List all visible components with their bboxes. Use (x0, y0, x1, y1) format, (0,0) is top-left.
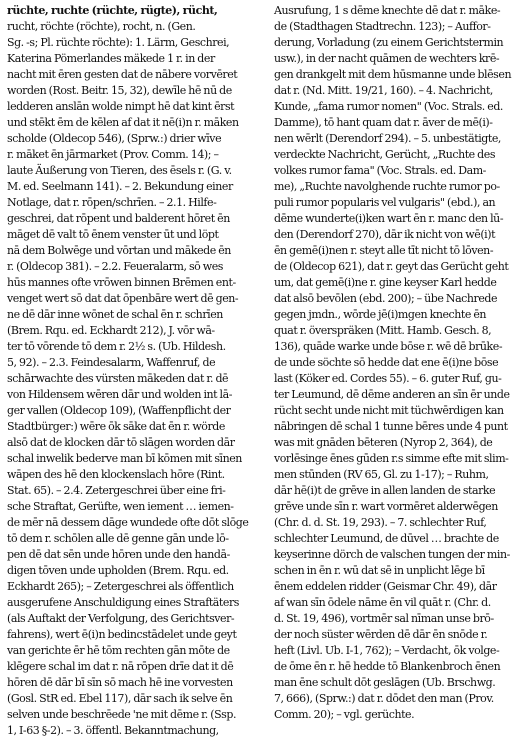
text-line: tō dem r. schōlen alle dē genne gān unde lō- (7, 532, 229, 545)
text-line: ēn gemē(i)nen r. steyt alle tīt nicht tō lōven- (274, 244, 494, 257)
text-line: last (Köker ed. Cordes 55). – 6. guter Ruf, gu- (274, 372, 502, 385)
text-line: 136), quāde warke unde bōse r. wē dē brūke- (274, 340, 503, 353)
right-column (274, 3, 522, 723)
text-line: Notlage, dat r. rōpen/schrīen. – 2.1. Hilfe- (7, 196, 217, 209)
text-line: usw.), in der nacht quāmen de wechters krē- (274, 52, 500, 65)
text-line: de (Oldecop 621), dat r. geyt das Gerücht geht (274, 260, 509, 273)
text-line: vorlēsinge ēnes gūden r.s simme efte mit slim- (274, 452, 509, 465)
text-line: alsō dat de klocken dār tō slāgen worden dār (7, 436, 235, 449)
text-line: schārwachte des vürsten mākeden dat r. dē (7, 372, 229, 385)
text-line: selven unde beschrēede 'ne mit dēme r. (Ssp. (7, 708, 236, 721)
text-line: de unde söchte sō hedde dat ene ē(i)ne bōse (274, 356, 499, 369)
text-line: Kunde, „fama rumor nomen" (Voc. Strals. ed. (274, 100, 503, 113)
text-line: venget wert sō dat dat ōpenbāre wert dē gen- (7, 292, 239, 305)
text-line: schen in ēn r. wū dat sē in unplicht lēge bī (274, 564, 485, 577)
text-line: heft (Livl. Ub. I-1, 762); – Verdacht, ōk volge- (274, 644, 500, 657)
text-line: schal inwelik bederve man bī kōmen mit sīnen (7, 452, 242, 465)
text-line: nābringen dē schal 1 tunne bēres unde 4 punt (274, 420, 508, 433)
text-line: Comm. 20); – vgl. gerüchte. (274, 708, 415, 721)
text-line: ausgerufene Anschuldigung eines Straftäters (7, 596, 239, 609)
text-line: ne dē dār inne wōnet de schal ēn r. schrīen (7, 308, 223, 321)
text-line: verdeckte Nachricht, Gerücht, „Ruchte des (274, 148, 496, 161)
text-line: schlechter Leumund, de dūvel … brachte de (274, 532, 499, 545)
text-line: grēve unde sīn r. wart vormēret alderwēgen (274, 500, 498, 513)
text-line: Katerina Pömerlandes mäkede 1 r. in der (7, 52, 215, 65)
text-line: ter Leumund, dē dēme anderen an sīn ēr unde (274, 388, 510, 401)
text-line: van gerichte ēr hē tōm rechten gān mōte de (7, 644, 230, 657)
entry-headword-line: rüchte, ruchte (rüchte, rügte), rücht, (7, 4, 218, 17)
text-line: digen tōven unde upholden (Brem. Rqu. ed. (7, 564, 229, 577)
text-line: (Chr. d. d. St. 19, 293). – 7. schlechter Ruf, (274, 516, 487, 529)
text-line: 5, 92). – 2.3. Feindesalarm, Waffenruf, de (7, 356, 216, 369)
text-line: sche Straftat, Gerüfte, wen iement … iemen- (7, 500, 234, 513)
text-line: fahrens), wert ē(i)n bedincstādelet unde geyt (7, 628, 237, 641)
text-line: puli rumor popularis vel vulgaris" (ebd.), an (274, 196, 496, 209)
text-line: Stadtbürger:) wēre ōk sāke dat ēn r. wörde (7, 420, 225, 433)
text-line: man ēne schult dōt geslāgen (Ub. Brschwg. (274, 676, 496, 689)
text-line: gegen jmdn., wōrde jē(i)mgen knechte ēn (274, 308, 487, 321)
text-line: quat r. överspräken (Mitt. Hamb. Gesch. 8, (274, 324, 492, 337)
text-line: ledderen anslān wolde nimpt hē dat kint ērst (7, 100, 235, 113)
text-line: dār hē(i)t de grēve in allen landen de starke (274, 484, 496, 497)
text-line: geschrei, dat rōpent und balderent hōret ēn (7, 212, 230, 225)
left-column (7, 3, 255, 739)
text-line: nen wērlt (Derendorf 294). – 5. unbestätigte, (274, 132, 501, 145)
text-line: was mit gnāden bēteren (Nyrop 2, 364), de (274, 436, 493, 449)
text-line: keyserinne dörch de valschen tungen der min- (274, 548, 510, 561)
text-line: um, dat gemē(i)ne r. gine keyser Karl hedde (274, 276, 497, 289)
text-line: (Gosl. StR ed. Ebel 117), dār sach ik selve ēn (7, 692, 233, 705)
text-line: ter tō vōrende tō dem r. 2½ s. (Ub. Hildesh. (7, 340, 226, 353)
text-line: Damme), tō hant quam dat r. āver de mē(i)- (274, 116, 493, 129)
text-line: rücht secht unde nicht mit tüchwērdigen kan (274, 404, 504, 417)
text-line: von Hildensem wēren dār und wolden int lā- (7, 388, 233, 401)
text-line: Eckhardt 265); – Zetergeschrei als öffentlich (7, 580, 234, 593)
text-line: rucht, röchte (röchte), rocht, n. (Gen. (7, 20, 196, 33)
text-line: dat r. (Nd. Mitt. 19/21, 160). – 4. Nachricht, (274, 84, 493, 97)
text-line: men stūnden (RV 65, Gl. zu 1-17); – Ruhm, (274, 468, 489, 481)
text-line: und stēkt ēm de kēlen af dat it nē(i)n r. māken (7, 116, 239, 129)
text-line: dēme wunderte(i)ken wart ēn r. manc den lū- (274, 212, 504, 225)
text-line: 7, 666), (Sprw.:) dat r. dōdet den man (Prov. (274, 692, 494, 705)
text-line: d. St. 19, 496), vortmēr sal nīman unse brō- (274, 612, 494, 625)
text-line: Sg. -s; Pl. rüchte röchte): 1. Lärm, Geschrei, (7, 36, 230, 49)
text-line: nā dem Bolwēge und vōrtan und mākede ēn (7, 244, 231, 257)
text-line: māget dē valt tō ēnem venster ūt und löpt (7, 228, 219, 241)
text-line: der noch süster wērden dē dār ēn snōde r. (274, 628, 488, 641)
text-line: hōren dē dār bī sīn sō mach hē ine vorvesten (7, 676, 233, 689)
text-line: Stat. 65). – 2.4. Zetergeschrei über eine fri- (7, 484, 226, 497)
text-line: scholde (Oldecop 546), (Sprw.:) drier wīve (7, 132, 222, 145)
text-line: wāpen des hē den klockenslach hōre (Rint. (7, 468, 225, 481)
text-line: ger vallen (Oldecop 109), (Waffenpflicht der (7, 404, 231, 417)
text-line: worden (Rost. Beitr. 15, 32), dewīle hē nū de (7, 84, 232, 97)
text-line: den (Derendorf 270), dār ik nicht von wē(i)t (274, 228, 496, 241)
text-line: (als Auftakt der Verfolgung, des Gerichtsver- (7, 612, 235, 625)
text-line: ēnem eddelen ridder (Geismar Chr. 49), dār (274, 580, 497, 593)
text-line: volkes rumor fama" (Voc. Strals. ed. Dam- (274, 164, 486, 177)
text-line: r. (Oldecop 381). – 2.2. Feueralarm, sō wes (7, 260, 224, 273)
text-line: r. māket ēn jārmarket (Prov. Comm. 14); – (7, 148, 219, 161)
text-line: de ōme ēn r. hē hedde tō Blankenbroch ēnen (274, 660, 501, 673)
text-line: laute Äußerung von Tieren, des ēsels r. (G. v. (7, 164, 232, 177)
text-line: klēgere schal im dat r. nā rōpen drīe dat it dē (7, 660, 234, 673)
text-line: M. ed. Seelmann 141). – 2. Bekundung einer (7, 180, 233, 193)
text-line: (Brem. Rqu. ed. Eckhardt 212), J. vōr wā- (7, 324, 215, 337)
text-line: dat alsō bevōlen (ebd. 200); – übe Nachrede (274, 292, 498, 305)
text-line: 1, I-63 §-2). – 3. öffentl. Bekanntmachung, (7, 724, 219, 737)
text-line: hūs mannes ofte vrōwen binnen Brēmen ent- (7, 276, 236, 289)
text-line: de (Stadthagen Stadtrechn. 123); – Auffor- (274, 20, 491, 33)
text-line: me), „Ruchte navolghende ruchte rumor po- (274, 180, 500, 193)
text-line: Ausrufung, 1 s dēme knechte dē dat r. māke- (274, 4, 501, 17)
text-line: derung, Vorladung (zu einem Gerichtstermin (274, 36, 504, 49)
text-line: de mēr nā dessem dāge wundede ofte dōt slōge (7, 516, 249, 529)
text-line: af wan sīn ōdele nāme ēn vil quāt r. (Chr. d. (274, 596, 491, 609)
text-line: nacht mit ēren gesten dat de nābere vorvēret (7, 68, 238, 81)
text-line: gen drankgelt mit dem hūsmanne unde blēsen (274, 68, 512, 81)
text-line: pen dē dat sēn unde hōren unde den handā- (7, 548, 230, 561)
